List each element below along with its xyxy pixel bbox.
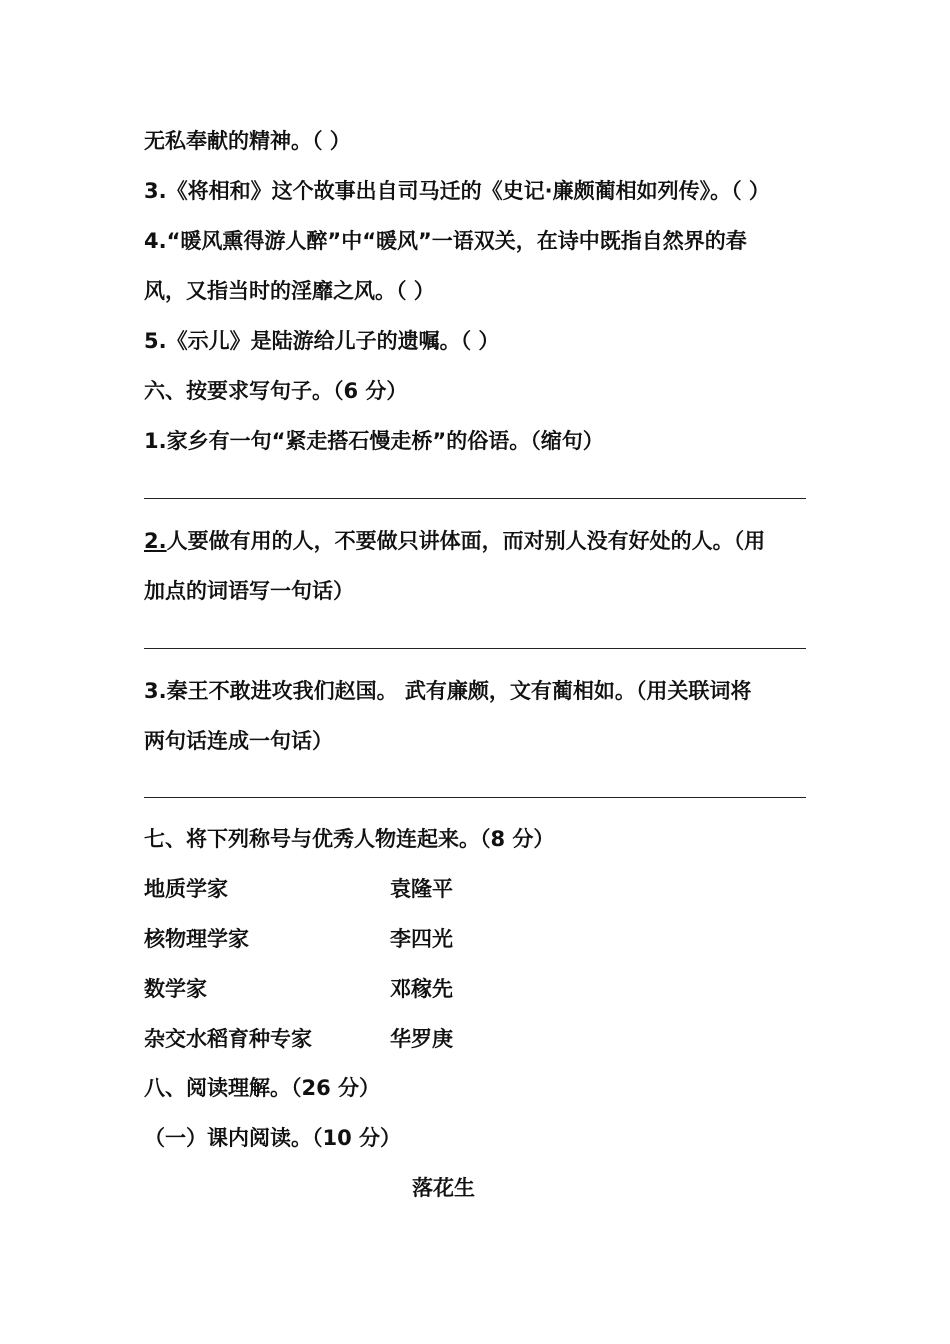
section-7-heading: 七、将下列称号与优秀人物连起来。（8 分） bbox=[144, 827, 555, 851]
answer-line-2[interactable] bbox=[144, 648, 806, 649]
text-line: 无私奉献的精神。（ ） bbox=[144, 129, 351, 153]
title-item: 数学家 bbox=[144, 977, 207, 1001]
question-5-5: 5.《示儿》是陆游给儿子的遗嘱。（ ） bbox=[144, 329, 500, 353]
question-text: 人要做有用的人，不要做只讲体面，而对别人没有好处的人。（用 bbox=[166, 529, 766, 553]
question-6-3: 3.秦王不敢进攻我们赵国。 武有廉颇，文有蔺相如。（用关联词将 bbox=[144, 679, 752, 703]
person-item: 袁隆平 bbox=[390, 877, 453, 901]
question-6-2 bbox=[144, 527, 765, 555]
passage-title: 落花生 bbox=[412, 1176, 475, 1200]
subsection-heading: （一）课内阅读。（10 分） bbox=[144, 1126, 402, 1150]
question-6-3-cont: 两句话连成一句话） bbox=[144, 729, 333, 753]
match-row bbox=[144, 975, 453, 1003]
question-5-4-cont: 风，又指当时的淫靡之风。（ ） bbox=[144, 279, 435, 303]
person-item: 邓稼先 bbox=[390, 977, 453, 1001]
section-8-heading: 八、阅读理解。（26 分） bbox=[144, 1076, 381, 1100]
match-row bbox=[144, 1025, 453, 1053]
answer-line-1[interactable] bbox=[144, 498, 806, 499]
question-5-3: 3.《将相和》这个故事出自司马迁的《史记·廉颇蔺相如列传》。（ ） bbox=[144, 179, 770, 203]
person-item: 华罗庚 bbox=[390, 1027, 453, 1051]
match-row bbox=[144, 925, 453, 953]
person-item: 李四光 bbox=[390, 927, 453, 951]
match-row bbox=[144, 875, 453, 903]
section-6-heading: 六、按要求写句子。（6 分） bbox=[144, 379, 408, 403]
title-item: 杂交水稻育种专家 bbox=[144, 1027, 312, 1051]
answer-line-3[interactable] bbox=[144, 797, 806, 798]
question-5-4: 4.“暖风熏得游人醉”中“暖风”一语双关，在诗中既指自然界的春 bbox=[144, 229, 747, 253]
question-6-1: 1.家乡有一句“紧走搭石慢走桥”的俗语。（缩句） bbox=[144, 429, 604, 453]
title-item: 地质学家 bbox=[144, 877, 228, 901]
question-number: 2. bbox=[144, 529, 167, 553]
title-item: 核物理学家 bbox=[144, 927, 249, 951]
question-6-2-cont: 加点的词语写一句话） bbox=[144, 579, 354, 603]
